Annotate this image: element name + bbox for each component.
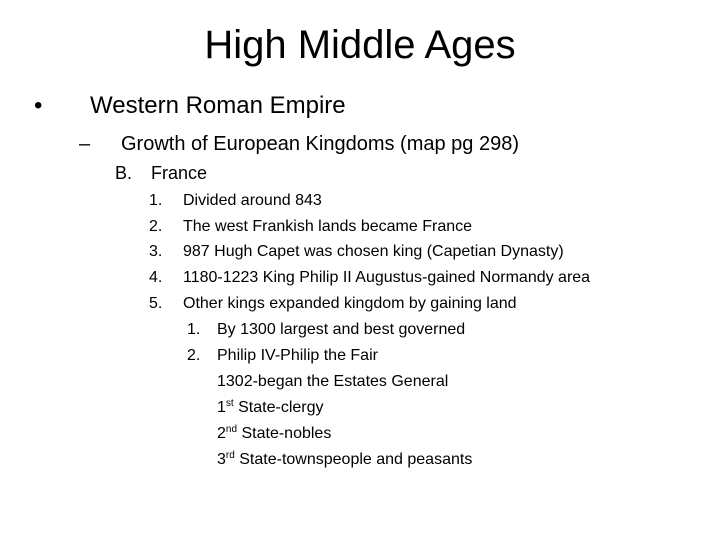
list-item-marker: 4. xyxy=(149,269,163,286)
list-item-marker: 2. xyxy=(149,218,163,235)
list-item: 987 Hugh Capet was chosen king (Capetian Dynasty) xyxy=(183,243,564,260)
detail-text: State-townspeople and peasants xyxy=(234,451,473,468)
sub-item: By 1300 largest and best governed xyxy=(217,321,466,338)
ordinal-number: 3 xyxy=(217,451,226,468)
ordinal-suffix: nd xyxy=(225,424,238,435)
detail-text: State-clergy xyxy=(233,399,324,416)
slide-title: High Middle Ages xyxy=(204,23,516,67)
level1-text: Western Roman Empire xyxy=(90,92,346,119)
level1-bullet: • xyxy=(34,92,43,119)
detail-text: State-nobles xyxy=(237,425,332,442)
list-item: Other kings expanded kingdom by gaining land xyxy=(183,295,517,312)
list-item-marker: 5. xyxy=(149,295,163,312)
detail-line xyxy=(217,426,331,442)
ordinal-suffix: st xyxy=(225,398,234,409)
list-item: The west Frankish lands became France xyxy=(183,218,473,235)
level3-marker: B. xyxy=(115,163,133,183)
level2-text: Growth of European Kingdoms (map pg 298) xyxy=(121,133,519,155)
ordinal-number: 2 xyxy=(217,425,226,442)
sub-item-marker: 2. xyxy=(187,347,201,364)
detail-line xyxy=(217,400,324,416)
ordinal-suffix: rd xyxy=(225,450,235,461)
sub-item-marker: 1. xyxy=(187,321,201,338)
list-item: Divided around 843 xyxy=(183,192,322,209)
sub-item: Philip IV-Philip the Fair xyxy=(217,347,378,364)
level2-bullet: – xyxy=(79,133,91,155)
list-item-marker: 3. xyxy=(149,243,163,260)
detail-line: 1302-began the Estates General xyxy=(217,373,449,390)
list-item: 1180-1223 King Philip II Augustus-gained Normandy area xyxy=(183,269,591,286)
detail-line xyxy=(217,452,472,468)
ordinal-number: 1 xyxy=(217,399,226,416)
level3-text: France xyxy=(151,163,208,183)
list-item-marker: 1. xyxy=(149,192,163,209)
